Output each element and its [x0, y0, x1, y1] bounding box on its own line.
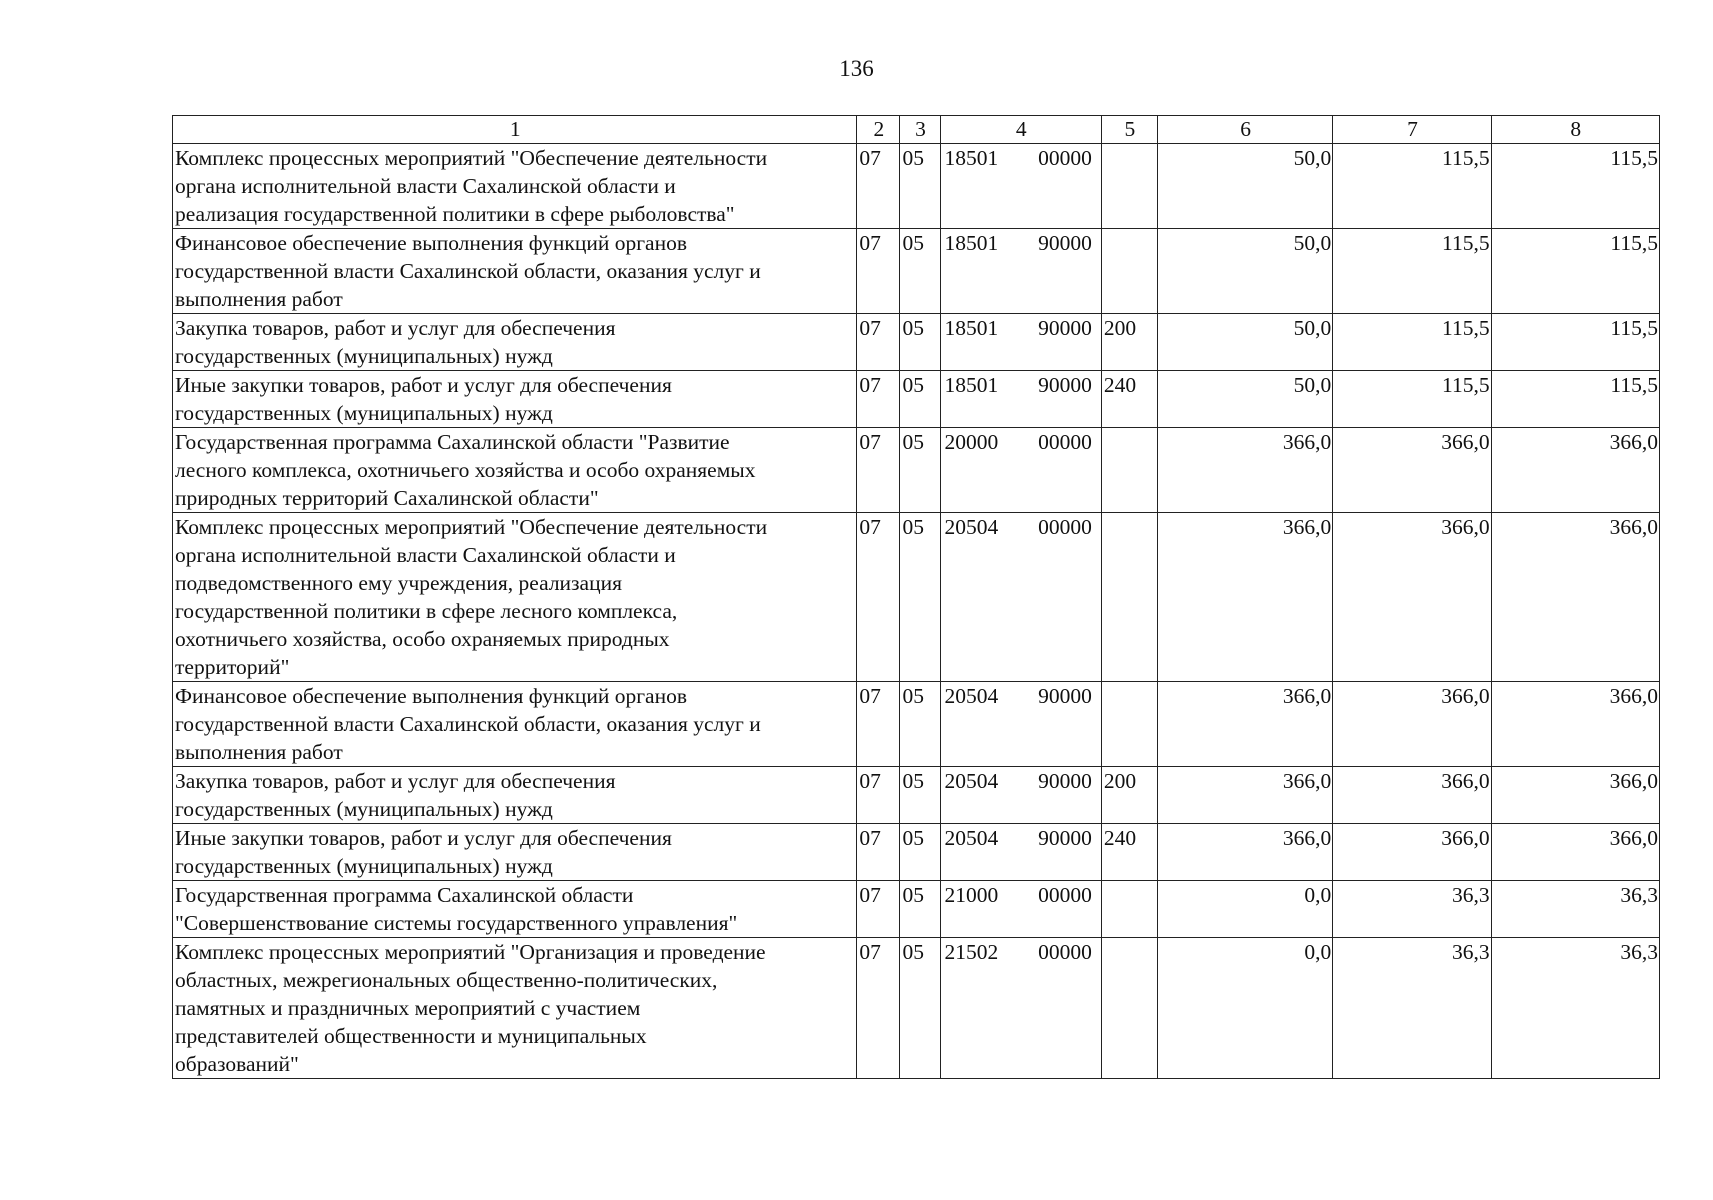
amount-col-7: 36,3	[1333, 881, 1491, 938]
amount-col-6: 366,0	[1157, 428, 1332, 513]
row-name-line: областных, межрегиональных общественно-политических,	[175, 968, 718, 992]
amount-col-8: 36,3	[1491, 881, 1659, 938]
amount-col-6: 50,0	[1157, 144, 1332, 229]
amount-col-6: 366,0	[1157, 767, 1332, 824]
row-name-line: "Совершенствование системы государственного управления"	[175, 911, 738, 935]
code-subsection: 05	[900, 229, 940, 314]
target-article-program: 18501	[944, 373, 999, 397]
target-article-program: 18501	[944, 316, 999, 340]
row-name	[173, 513, 857, 682]
amount-col-6: 50,0	[1157, 371, 1332, 428]
target-article-program: 20504	[944, 826, 999, 850]
row-name-line: Финансовое обеспечение выполнения функций органов	[175, 231, 687, 255]
row-name	[173, 229, 857, 314]
row-name-line: территорий"	[175, 655, 290, 679]
row-name	[173, 938, 857, 1079]
target-article-code	[940, 938, 1101, 1079]
code-section: 07	[857, 767, 900, 824]
target-article-code	[940, 428, 1101, 513]
amount-col-8: 115,5	[1491, 371, 1659, 428]
row-name	[173, 682, 857, 767]
row-name-line: реализация государственной политики в сфере рыболовства"	[175, 202, 735, 226]
row-name-line: Комплекс процессных мероприятий "Обеспечение деятельности	[175, 146, 768, 170]
amount-col-8: 366,0	[1491, 824, 1659, 881]
row-name	[173, 767, 857, 824]
code-subsection: 05	[900, 767, 940, 824]
row-name-line: памятных и праздничных мероприятий с участием	[175, 996, 641, 1020]
row-name-line: органа исполнительной власти Сахалинской области и	[175, 543, 676, 567]
amount-col-8: 115,5	[1491, 314, 1659, 371]
row-name-line: выполнения работ	[175, 287, 343, 311]
row-name	[173, 371, 857, 428]
row-name-line: Комплекс процессных мероприятий "Организация и проведение	[175, 940, 766, 964]
amount-col-6: 0,0	[1157, 938, 1332, 1079]
row-name	[173, 428, 857, 513]
row-name	[173, 824, 857, 881]
amount-col-8: 366,0	[1491, 513, 1659, 682]
row-name-line: лесного комплекса, охотничьего хозяйства и особо охраняемых	[175, 458, 756, 482]
row-name-line: представителей общественности и муниципальных	[175, 1024, 647, 1048]
row-name-line: Закупка товаров, работ и услуг для обеспечения	[175, 316, 616, 340]
table-row	[173, 371, 1660, 428]
code-subsection: 05	[900, 428, 940, 513]
amount-col-6: 366,0	[1157, 513, 1332, 682]
code-section: 07	[857, 881, 900, 938]
target-article-code	[940, 767, 1101, 824]
amount-col-7: 115,5	[1333, 314, 1491, 371]
target-article-program: 20504	[944, 769, 999, 793]
table-row	[173, 513, 1660, 682]
code-section: 07	[857, 371, 900, 428]
target-article-direction: 00000	[1038, 430, 1092, 454]
amount-col-7: 115,5	[1333, 144, 1491, 229]
target-article-program: 18501	[944, 231, 999, 255]
amount-col-8: 366,0	[1491, 682, 1659, 767]
header-cell: 4	[940, 116, 1101, 144]
target-article-program: 20504	[944, 515, 999, 539]
target-article-code	[940, 144, 1101, 229]
code-subsection: 05	[900, 881, 940, 938]
target-article-code	[940, 314, 1101, 371]
header-cell: 8	[1491, 116, 1659, 144]
target-article-direction: 00000	[1038, 146, 1092, 170]
amount-col-7: 366,0	[1333, 824, 1491, 881]
amount-col-6: 366,0	[1157, 824, 1332, 881]
row-name-line: Закупка товаров, работ и услуг для обеспечения	[175, 769, 616, 793]
row-name-line: государственной власти Сахалинской области, оказания услуг и	[175, 259, 761, 283]
target-article-program: 18501	[944, 146, 999, 170]
amount-col-7: 36,3	[1333, 938, 1491, 1079]
row-name-line: государственной власти Сахалинской области, оказания услуг и	[175, 712, 761, 736]
row-name-line: Иные закупки товаров, работ и услуг для обеспечения	[175, 826, 672, 850]
code-subsection: 05	[900, 682, 940, 767]
row-name-line: государственных (муниципальных) нужд	[175, 854, 553, 878]
amount-col-6: 50,0	[1157, 314, 1332, 371]
row-name-line: Государственная программа Сахалинской области	[175, 883, 634, 907]
amount-col-7: 366,0	[1333, 767, 1491, 824]
expense-type-code: 240	[1101, 371, 1157, 428]
amount-col-8: 36,3	[1491, 938, 1659, 1079]
row-name-line: Иные закупки товаров, работ и услуг для обеспечения	[175, 373, 672, 397]
target-article-code	[940, 371, 1101, 428]
expense-type-code	[1101, 881, 1157, 938]
expense-type-code	[1101, 229, 1157, 314]
target-article-code	[940, 229, 1101, 314]
page-number: 136	[839, 56, 874, 81]
target-article-direction: 90000	[1038, 684, 1092, 708]
table-body	[173, 144, 1660, 1079]
row-name-line: государственных (муниципальных) нужд	[175, 797, 553, 821]
amount-col-6: 50,0	[1157, 229, 1332, 314]
amount-col-7: 115,5	[1333, 371, 1491, 428]
target-article-direction: 90000	[1038, 316, 1092, 340]
budget-table	[172, 115, 1660, 1079]
target-article-direction: 90000	[1038, 231, 1092, 255]
amount-col-8: 115,5	[1491, 229, 1659, 314]
row-name-line: органа исполнительной власти Сахалинской области и	[175, 174, 676, 198]
amount-col-8: 115,5	[1491, 144, 1659, 229]
header-cell: 6	[1157, 116, 1332, 144]
header-cell: 2	[857, 116, 900, 144]
amount-col-7: 366,0	[1333, 682, 1491, 767]
code-subsection: 05	[900, 938, 940, 1079]
row-name	[173, 144, 857, 229]
amount-col-7: 115,5	[1333, 229, 1491, 314]
target-article-code	[940, 513, 1101, 682]
row-name-line: выполнения работ	[175, 740, 343, 764]
table-row	[173, 881, 1660, 938]
code-section: 07	[857, 144, 900, 229]
header-cell: 3	[900, 116, 940, 144]
table-row	[173, 824, 1660, 881]
amount-col-7: 366,0	[1333, 513, 1491, 682]
expense-type-code	[1101, 682, 1157, 767]
table-row	[173, 682, 1660, 767]
target-article-code	[940, 824, 1101, 881]
code-section: 07	[857, 513, 900, 682]
expense-type-code	[1101, 428, 1157, 513]
amount-col-6: 366,0	[1157, 682, 1332, 767]
target-article-direction: 00000	[1038, 940, 1092, 964]
expense-type-code: 200	[1101, 767, 1157, 824]
code-subsection: 05	[900, 824, 940, 881]
target-article-program: 20000	[944, 430, 999, 454]
row-name-line: охотничьего хозяйства, особо охраняемых природных	[175, 627, 670, 651]
row-name-line: Государственная программа Сахалинской области "Развитие	[175, 430, 730, 454]
table-row	[173, 144, 1660, 229]
target-article-direction: 90000	[1038, 373, 1092, 397]
amount-col-7: 366,0	[1333, 428, 1491, 513]
table-row	[173, 938, 1660, 1079]
header-cell: 1	[173, 116, 857, 144]
target-article-code	[940, 682, 1101, 767]
expense-type-code: 200	[1101, 314, 1157, 371]
row-name-line: государственной политики в сфере лесного комплекса,	[175, 599, 678, 623]
header-row	[173, 116, 1660, 144]
code-subsection: 05	[900, 314, 940, 371]
expense-type-code	[1101, 938, 1157, 1079]
target-article-direction: 90000	[1038, 826, 1092, 850]
expense-type-code: 240	[1101, 824, 1157, 881]
code-subsection: 05	[900, 513, 940, 682]
row-name	[173, 881, 857, 938]
code-section: 07	[857, 682, 900, 767]
expense-type-code	[1101, 513, 1157, 682]
code-section: 07	[857, 428, 900, 513]
table-row	[173, 314, 1660, 371]
amount-col-8: 366,0	[1491, 428, 1659, 513]
code-section: 07	[857, 824, 900, 881]
target-article-program: 21502	[944, 940, 999, 964]
amount-col-8: 366,0	[1491, 767, 1659, 824]
row-name	[173, 314, 857, 371]
row-name-line: Комплекс процессных мероприятий "Обеспечение деятельности	[175, 515, 768, 539]
code-section: 07	[857, 938, 900, 1079]
table-row	[173, 229, 1660, 314]
header-cell: 5	[1101, 116, 1157, 144]
code-section: 07	[857, 314, 900, 371]
code-subsection: 05	[900, 371, 940, 428]
target-article-code	[940, 881, 1101, 938]
target-article-direction: 00000	[1038, 883, 1092, 907]
row-name-line: подведомственного ему учреждения, реализация	[175, 571, 622, 595]
target-article-direction: 90000	[1038, 769, 1092, 793]
code-subsection: 05	[900, 144, 940, 229]
table-row	[173, 767, 1660, 824]
row-name-line: природных территорий Сахалинской области"	[175, 486, 599, 510]
target-article-direction: 00000	[1038, 515, 1092, 539]
row-name-line: государственных (муниципальных) нужд	[175, 401, 553, 425]
amount-col-6: 0,0	[1157, 881, 1332, 938]
row-name-line: Финансовое обеспечение выполнения функций органов	[175, 684, 687, 708]
code-section: 07	[857, 229, 900, 314]
target-article-program: 21000	[944, 883, 999, 907]
row-name-line: образований"	[175, 1052, 299, 1076]
expense-type-code	[1101, 144, 1157, 229]
table-row	[173, 428, 1660, 513]
row-name-line: государственных (муниципальных) нужд	[175, 344, 553, 368]
header-cell: 7	[1333, 116, 1491, 144]
target-article-program: 20504	[944, 684, 999, 708]
